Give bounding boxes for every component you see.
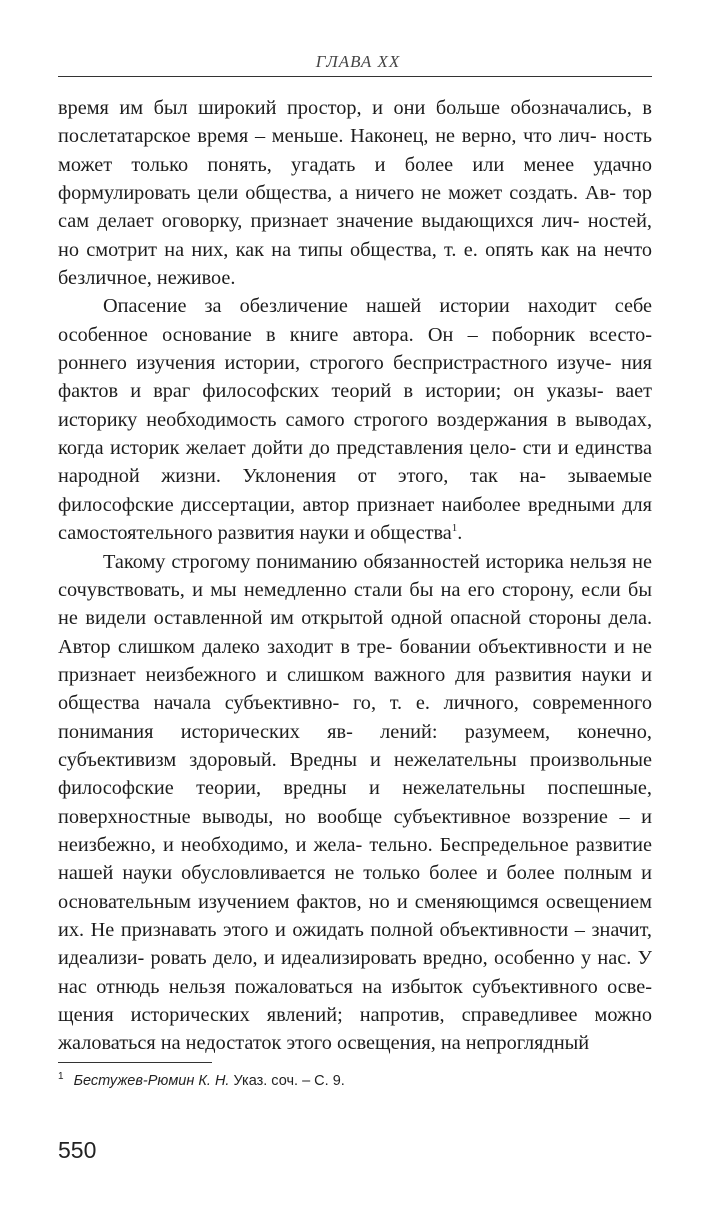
text-line: выводах, когда историк желает дойти до представления цело-	[58, 408, 653, 460]
text-line: время им был широкий простор, и они больше обозначались,	[58, 97, 632, 119]
footnote-citation: Указ. соч. – С. 9.	[229, 1072, 345, 1089]
text-line: отнюдь нельзя пожаловаться на избыток субъективного осве-	[96, 975, 652, 998]
footnote-number: 1	[58, 1070, 64, 1082]
text-line: опасной стороны дела. Автор слишком далеко заходит в тре-	[58, 607, 653, 658]
text-line: важного для развития науки и общества начала субъективно-	[58, 663, 652, 715]
footnote	[58, 1071, 652, 1091]
text-line: тельно. Беспредельное развитие нашей науки обусловливается	[58, 833, 652, 885]
text-line: Такому строгому пониманию обязанностей историка	[103, 550, 564, 573]
text-line: Опасение за обезличение нашей истории находит себе	[103, 295, 652, 318]
page-number: 550	[58, 1137, 97, 1163]
body-text	[58, 94, 652, 1058]
text-line: лений: разумеем, конечно, субъективизм здоровый. Вредны и	[58, 720, 652, 771]
text-line: этого и ожидать полной объективности – значит, идеализи-	[58, 918, 652, 970]
text-line: вредными для самостоятельного развития науки и общества	[58, 493, 652, 545]
text-line: роннего изучения истории, строгого беспристрастного изуче-	[58, 352, 612, 375]
paragraph-2	[58, 292, 652, 547]
text-line: вает историку необходимость самого строгого воздержания в	[58, 380, 652, 431]
text-line: субъективное воззрение – и неизбежно, и необходимо, и жела-	[58, 805, 652, 856]
footnote-rule	[58, 1062, 212, 1063]
text-line: зываемые философские диссертации, автор признает наиболее	[58, 465, 653, 516]
text-line: нежелательны поспешные, поверхностные выводы, но вообще	[58, 777, 652, 828]
text-line: ния фактов и враг философских теорий в истории; он указы-	[58, 352, 653, 403]
text-line: особенное основание в книге автора. Он – поборник всесто-	[58, 323, 652, 346]
footnote-reference: 1	[451, 522, 458, 535]
text-line: сти и единства народной жизни. Уклонения от этого, так на-	[58, 437, 652, 488]
paragraph-1	[58, 94, 652, 292]
text-line: как на нечто безличное, неживое.	[58, 238, 652, 290]
header-rule	[58, 76, 652, 77]
text-line: формулировать цели общества, а ничего не может создать. Ав-	[58, 182, 617, 205]
text-line: ровать дело, и идеализировать вредно, особенно у нас. У нас	[58, 947, 652, 998]
text-line: ностей, но смотрит на них, как на типы общества, т. е. опять	[58, 210, 652, 261]
sentence-end: .	[457, 522, 463, 545]
text-line: жаловаться на недостаток этого освещения, на непроглядный	[58, 1032, 590, 1055]
text-line: бовании объективности и не признает неизбежного и слишком	[58, 635, 652, 686]
text-line: в послетатарское время – меньше. Наконец, не верно, что лич-	[58, 97, 652, 148]
text-line: щения исторических явлений; напротив, справедливее можно	[58, 1004, 652, 1026]
text-line: тор сам делает оговорку, признает значение выдающихся лич-	[58, 182, 652, 233]
text-line: нежелательны произвольные философские теории, вредны и	[58, 748, 652, 800]
text-line: го, т. е. личного, современного понимания исторических яв-	[58, 692, 653, 743]
book-page	[58, 50, 652, 1091]
text-line: сторону, если бы не видели оставленной им открытой одной	[58, 578, 652, 630]
paragraph-3	[58, 548, 652, 1058]
footnote-author: Бестужев-Рюмин К. Н.	[73, 1072, 230, 1089]
running-head: ГЛАВА XX	[315, 52, 401, 71]
text-line: нельзя не сочувствовать, и мы немедленно стали бы на его	[58, 550, 652, 601]
text-line: ность может только понять, угадать и более или менее удачно	[58, 125, 652, 176]
text-line: фактов, но и сменяющимся освещением их. Не признавать	[58, 890, 652, 941]
text-line: не только более и более полным и основательным изучением	[58, 862, 652, 913]
